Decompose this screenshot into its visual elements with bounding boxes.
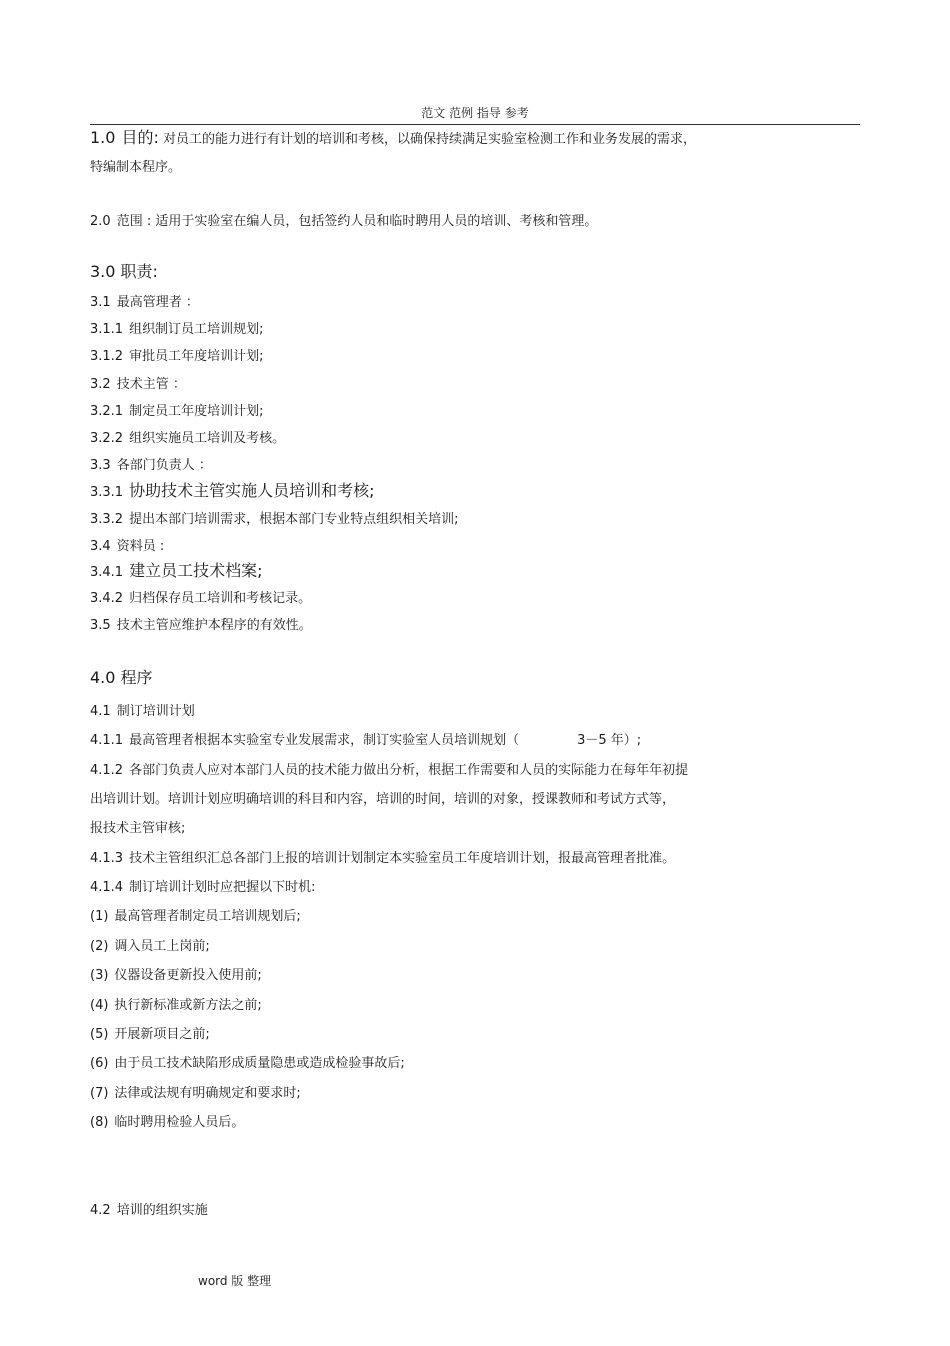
list-item [90, 1055, 405, 1073]
item-number: 3.1.1 [90, 322, 124, 337]
item-number: 4.1.3 [90, 851, 124, 866]
list-item [90, 321, 263, 339]
item-number: 3.3.2 [90, 512, 124, 527]
item-number: (4) [90, 998, 109, 1013]
item-text: 最高管理者制定员工培训规划后; [114, 909, 301, 924]
item-number: 3.3 [90, 458, 111, 473]
list-item [90, 457, 212, 475]
item-text: 法律或法规有明确规定和要求时; [114, 1086, 301, 1101]
item-text: 开展新项目之前; [114, 1027, 210, 1042]
section-label: 范围 : [116, 214, 152, 229]
list-item [90, 908, 301, 926]
item-text: 制定员工年度培训计划; [129, 404, 264, 419]
section-label: 目的: [121, 128, 159, 147]
item-text: 组织实施员工培训及考核。 [129, 431, 286, 446]
item-number: 3.2.2 [90, 431, 124, 446]
item-number: 3.2.1 [90, 404, 124, 419]
section-2-line [90, 213, 597, 231]
item-text: 最高管理者 ： [116, 295, 199, 310]
page-header: 范文 范例 指导 参考 [421, 106, 529, 120]
item-number: 3.3.1 [90, 485, 124, 500]
item-number: 3.1 [90, 295, 111, 310]
header-divider [90, 124, 860, 125]
item-text: 归档保存员工培训和考核记录。 [129, 591, 312, 606]
item-continuation: 出培训计划。培训计划应明确培训的科目和内容，培训的时间，培训的对象，授课教师和考试方式等， [90, 792, 676, 807]
list-item [90, 1085, 301, 1103]
item-number: 3.5 [90, 618, 111, 633]
section-text: 对员工的能力进行有计划的培训和考核，以确保持续满足实验室检测工作和业务发展的需求， [163, 132, 697, 147]
list-item [90, 590, 311, 608]
item-text: 提出本部门培训需求，根据本部门专业特点组织相关培训; [129, 512, 459, 527]
list-item [90, 511, 458, 529]
section-number: 2.0 [90, 214, 111, 229]
item-number: (6) [90, 1056, 109, 1071]
section-text: 适用于实验室在编人员，包括签约人员和临时聘用人员的培训、考核和管理。 [155, 214, 598, 229]
item-number: 4.1.1 [90, 733, 124, 748]
item-number: (8) [90, 1115, 109, 1130]
page-footer: word 版 整理 [198, 1274, 272, 1288]
list-item [90, 997, 262, 1015]
item-text: 各部门负责人 ： [116, 458, 212, 473]
list-item [90, 403, 263, 421]
item-text: 协助技术主管实施人员培训和考核; [129, 481, 375, 500]
item-text: 各部门负责人应对本部门人员的技术能力做出分析，根据工作需要和人员的实际能力在每年年初提 [129, 763, 689, 778]
item-number: 4.1.2 [90, 763, 124, 778]
list-item [90, 376, 186, 394]
item-text: 技术主管 ： [116, 377, 186, 392]
section-4-title: 4.0 程序 [90, 668, 153, 687]
list-item [90, 967, 262, 985]
list-item [90, 1026, 210, 1044]
item-range: 3－5 年）; [577, 733, 642, 748]
item-number: 4.1.4 [90, 880, 124, 895]
list-item [90, 938, 210, 956]
section-1-line [90, 129, 696, 149]
list-item [90, 879, 315, 897]
list-item [90, 1202, 208, 1220]
list-item [90, 617, 312, 635]
item-number: (7) [90, 1086, 109, 1101]
item-text: 制订培训计划时应把握以下时机: [129, 880, 316, 895]
item-text: 技术主管应维护本程序的有效性。 [116, 618, 312, 633]
list-item [90, 294, 199, 312]
list-item [90, 562, 262, 582]
item-number: (5) [90, 1027, 109, 1042]
list-item [90, 732, 641, 750]
item-number: 4.2 [90, 1203, 111, 1218]
item-number: (1) [90, 909, 109, 924]
item-text: 调入员工上岗前; [114, 939, 210, 954]
item-number: 3.4.1 [90, 565, 124, 580]
section-number: 1.0 [90, 128, 116, 147]
list-item [90, 538, 164, 556]
list-item [90, 430, 285, 448]
item-text: 由于员工技术缺陷形成质量隐患或造成检验事故后; [114, 1056, 405, 1071]
item-text: 临时聘用检验人员后。 [114, 1115, 245, 1130]
item-number: 3.4.2 [90, 591, 124, 606]
item-text: 组织制订员工培训规划; [129, 322, 264, 337]
item-text: 培训的组织实施 [116, 1203, 208, 1218]
item-text: 执行新标准或新方法之前; [114, 998, 262, 1013]
item-number: 4.1 [90, 704, 111, 719]
item-text: 制订培训计划 [116, 704, 195, 719]
item-text: 技术主管组织汇总各部门上报的培训计划制定本实验室员工年度培训计划，报最高管理者批准。 [129, 851, 676, 866]
list-item [90, 850, 675, 868]
section-3-title: 3.0 职责: [90, 262, 158, 281]
item-number: (3) [90, 968, 109, 983]
item-text: 审批员工年度培训计划; [129, 349, 264, 364]
item-number: 3.1.2 [90, 349, 124, 364]
section-1-continuation: 特编制本程序。 [90, 160, 182, 175]
list-item [90, 762, 688, 780]
item-continuation: 报技术主管审核; [90, 821, 186, 836]
list-item [90, 348, 263, 366]
item-text: 最高管理者根据本实验室专业发展需求，制订实验室人员培训规划（ [129, 733, 520, 748]
list-item [90, 1114, 244, 1132]
list-item [90, 482, 374, 502]
item-number: 3.2 [90, 377, 111, 392]
item-number: (2) [90, 939, 109, 954]
item-text: 资料员 : [116, 539, 165, 554]
item-text: 建立员工技术档案; [129, 561, 263, 580]
item-number: 3.4 [90, 539, 111, 554]
list-item [90, 703, 195, 721]
item-text: 仪器设备更新投入使用前; [114, 968, 262, 983]
